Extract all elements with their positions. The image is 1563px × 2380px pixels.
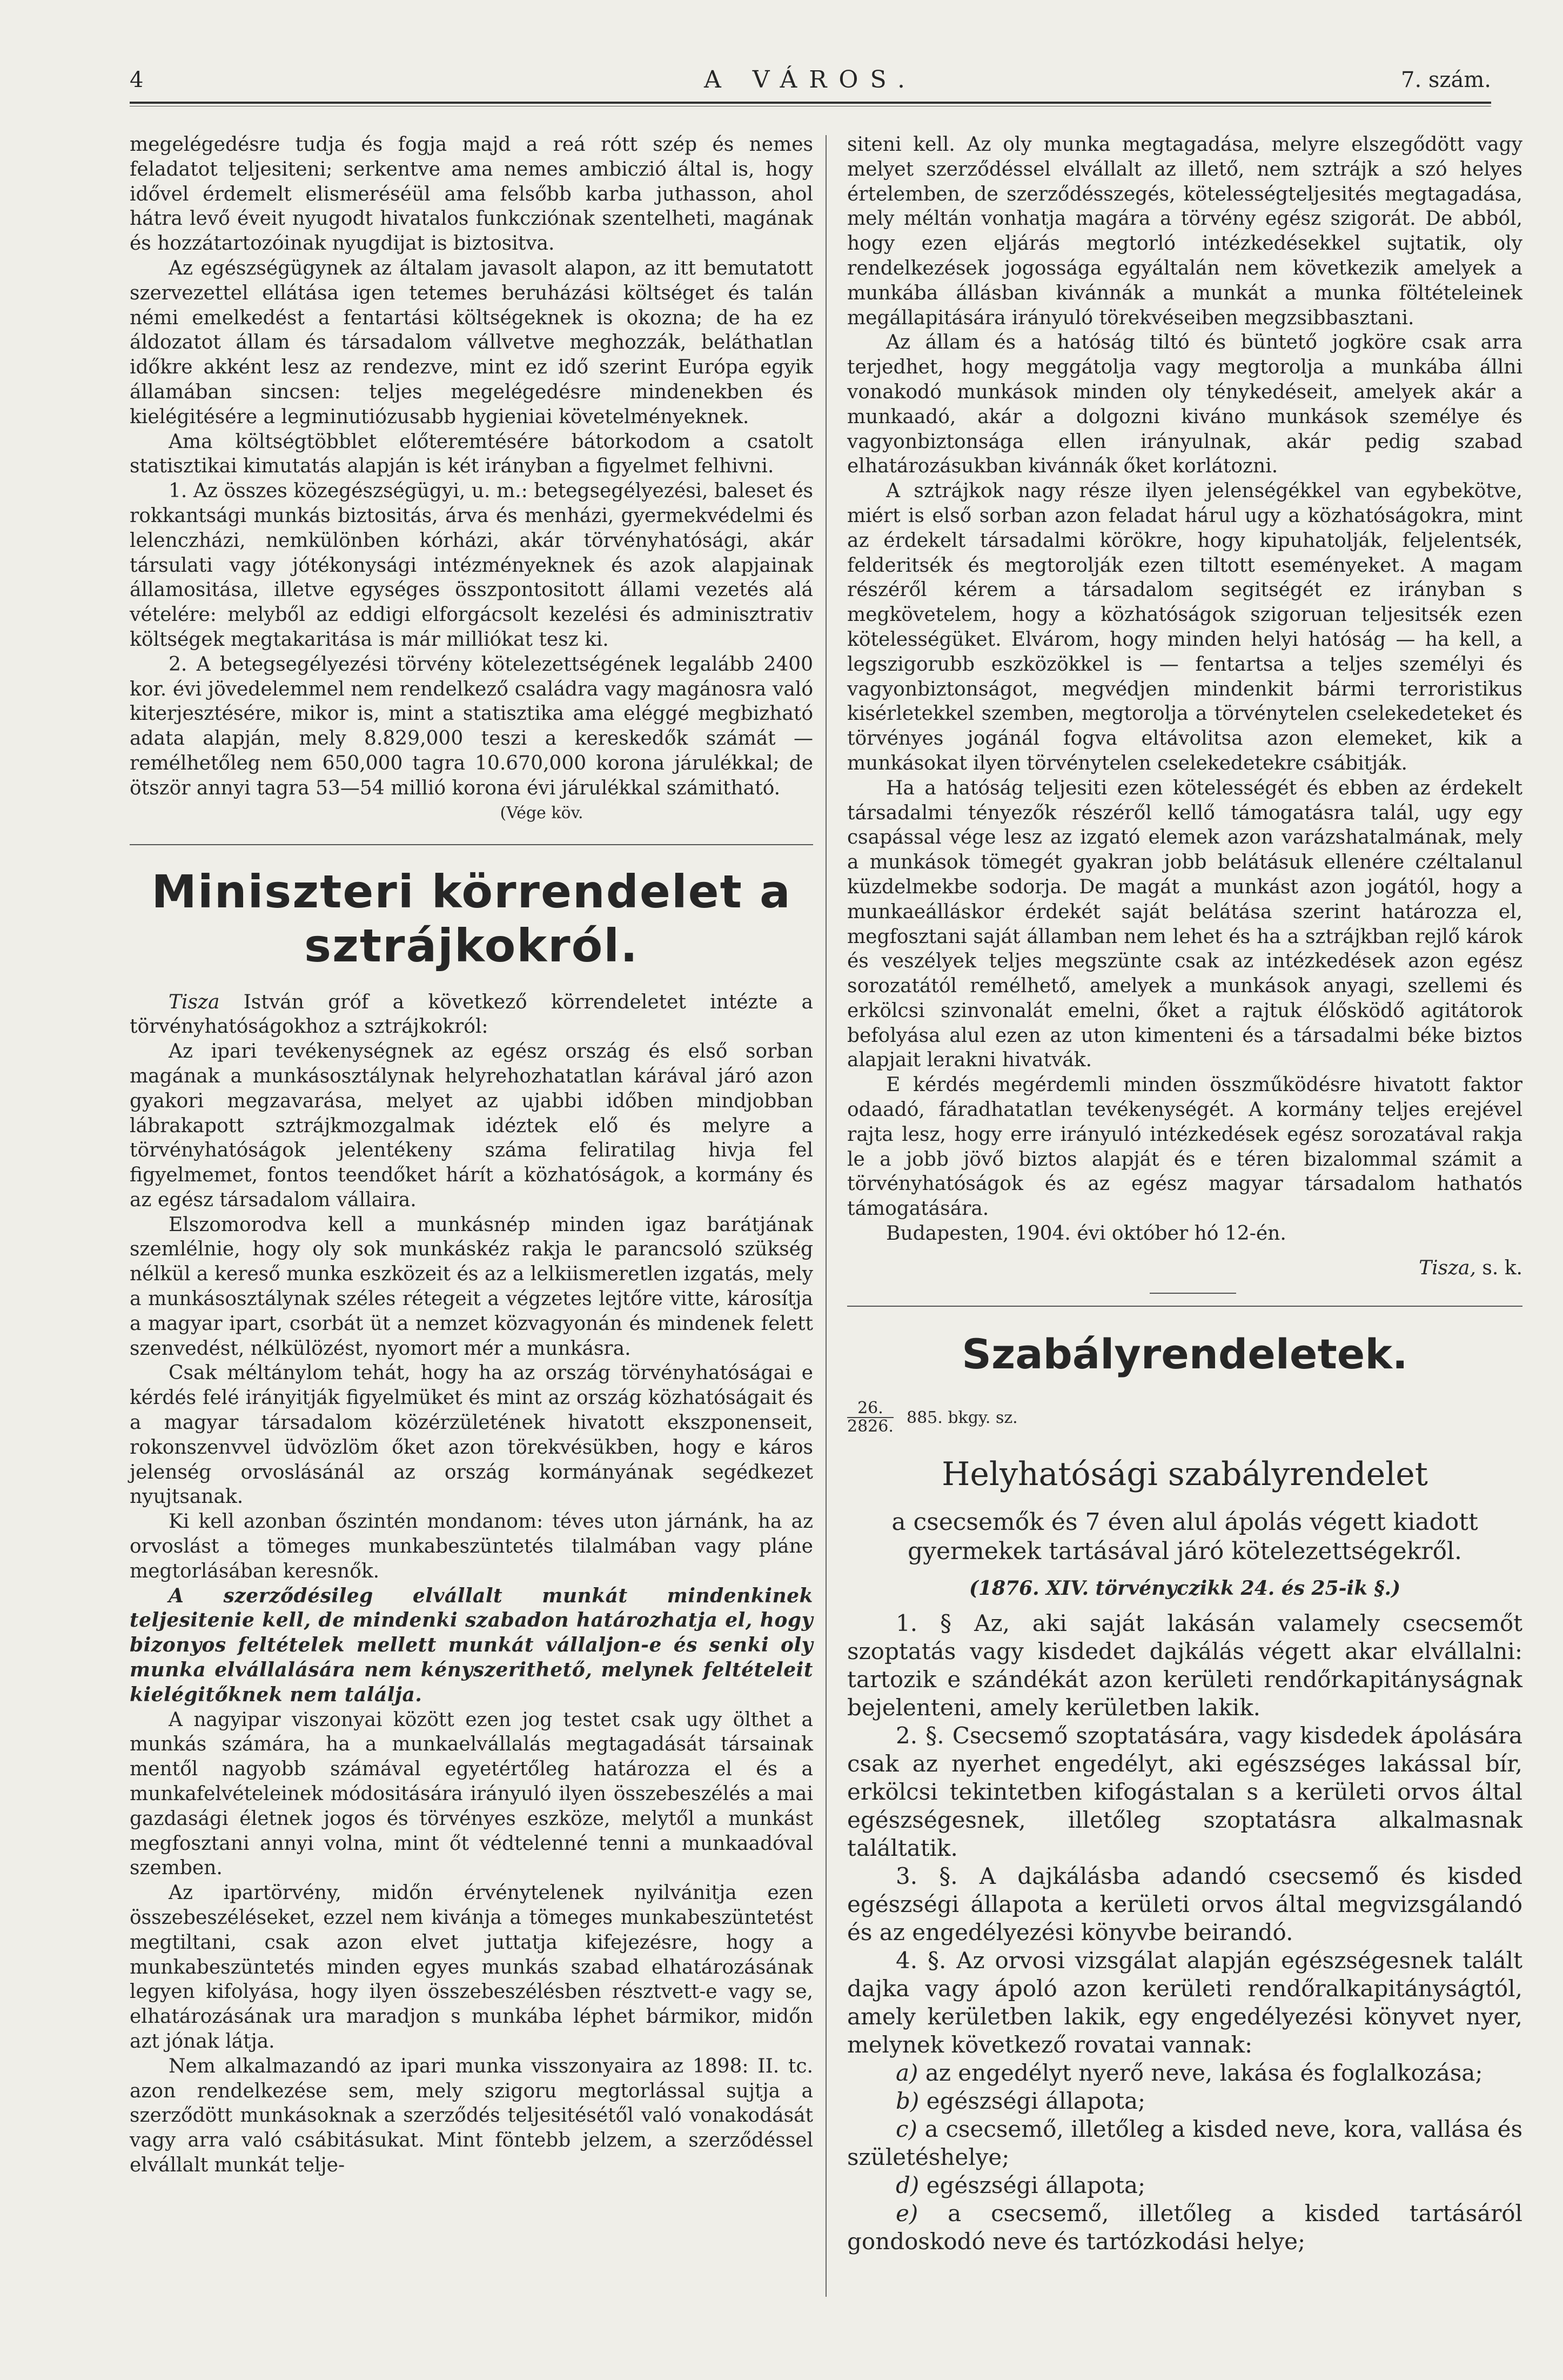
body-paragraph: Az ipartörvény, midőn érvénytelenek nyilvánitja ezen összebeszéléseket, ezzel nem kivánja a tömeges munkabeszüntetést megtiltani, csak azon elvet juttatja kifejezésre, hogy a munkabeszüntetés minden egyes munkás szabad elhatározásának legyen kifolyása, hogy ilyen összebeszélésben résztvett-e vagy se, elhatározásának ura maradjon s munkába léphet bármikor, midőn azt jónak látja.: [130, 1882, 813, 2053]
body-paragraph: Az ipari tevékenységnek az egész ország és első sorban magának a munkásosztálynak helyrehozhatatlan kárával járó azon gyakori megzavarása, melyet az ujabbi időben mindjobban lábrakapott sztrájkmozgalmak idéztek elő és melyre a törvényhatóságok jelentékeny száma feliratilag hivja fel figyelmemet, fontos teendőket hárít a közhatóságok, a kormány és az egész társadalom vállaira.: [130, 1040, 813, 1211]
regulation-paragraph: 3. §. A dajkálásba adandó csecsemő és kisded egészségi állapota a kerületi orvos által megvizsgálandó és az engedélyezési könyvbe beirandó.: [847, 1862, 1522, 1946]
short-rule: [1150, 1293, 1236, 1294]
regulation-item: [847, 2087, 1522, 2115]
regulation-number: [847, 1400, 1522, 1438]
body-paragraph: A sztrájkok nagy része ilyen jelenségékkel van egybekötve, miért is első sorban azon feladat hárul ugy a közhatóságokra, mint az érdekelt társadalmi körökre, hogy kipuhatolják, feljelentsék, felderitsék és megtorolják ezen tiltott eseményeket. A magam részéről kérem a társadalom segitségét ez irányban s megkövetelem, hogy a közhatóságok szigoruan teljesitsék ezen kötelességüket. Elvárom, hogy minden helyi hatóság — ha kell, a legszigorubb eszközökkel is — fentartsa a teljes személyi és vagyonbiztonságot, megvédjen mindenkit bármi terroristikus kisérletekkel szemben, megtorolja a törvénytelen cselekedeteket és törvényes jogánál fogva eltávolitsa azon elemeket, kik a munkásokat ilyen törvénytelen cselekedetekre csábitják.: [847, 480, 1522, 774]
body-paragraph: Ama költségtöbblet előteremtésére bátorkodom a csatolt statisztikai kimutatás alapján is két irányban a figyelmet felhivni.: [130, 430, 813, 478]
signature: [847, 1256, 1522, 1281]
regulation-item: [847, 2200, 1522, 2256]
page-number: 4: [130, 68, 144, 92]
body-paragraph: siteni kell. Az oly munka megtagadása, melyre elszegődött vagy melyet szerződéssel elvállalt az illető, nem sztrájk a szó helyes értelemben, de szerződésszegés, kötelességteljesités megtagadása, mely méltán vonhatja magára a törvény egész szigorát. De abból, hogy ezen eljárás megtorló intézkedésekkel sujtatik, oly rendelkezések jogossága egyáltalán nem következik amelyek a munkába állásban kivánnák a munkát a munka föltételeinek megállapitására irányuló törekvéseiben megzsibbasztani.: [847, 133, 1522, 329]
page-header: [130, 64, 1491, 102]
item-letter: a): [896, 2059, 918, 2086]
item-text: a csecsemő, illetőleg a kisded tartásáról gondoskodó neve és tartózkodási helye;: [847, 2200, 1522, 2255]
body-paragraph: 2. A betegsegélyezési törvény kötelezettségének legalább 2400 kor. évi jövedelemmel nem rendelkező családra vagy magánosra való kiterjesztésére, mikor is, mint a statisztika ama eléggé megbizható adata alapján, mely 8.829,000 teszi a kereskedők számát — remélhetőleg nem 650,000 tagra 10.670,000 korona járulékkal; de ötször annyi tagra 53—54 millió korona évi járulékkal számitható.: [130, 653, 813, 799]
regulation-subject: a csecsemők és 7 éven alul ápolás végett kiadott gyermekek tartásával járó kötelezettségekről.: [891, 1508, 1478, 1565]
body-paragraph: Nem alkalmazandó az ipari munka visszonyaira az 1898: II. tc. azon rendelkezése sem, mely szigoru megtorlással sujtja a szerződött munkásoknak a szerződés teljesitésétől való vonakodását vagy arra való csábitásukat. Mint föntebb jelzem, a szerződéssel elvállalt munkát telje-: [130, 2055, 813, 2176]
right-column: [847, 132, 1522, 2256]
emphasis-paragraph: A szerződésileg elvállalt munkát mindenkinek teljesitenie kell, de mindenki szabadon határozhatja el, hogy bizonyos feltételek mellett munkát vállaljon-e és senki oly munka elvállalására nem kényszerithető, melynek feltételeit kielégitőknek nem találja.: [130, 1584, 813, 1706]
article-title: Miniszteri körrendelet a sztrájkokról.: [151, 865, 791, 972]
body-paragraph: Ha a hatóság teljesiti ezen kötelességét és ebben az érdekelt társadalmi tényezők részéről kellő támogatásra talál, ugy egy csapással vége lesz az izgató elemek azon varázshatalmának, mely a munkások tömegét gyakran jobb belátásuk ellenére czéltalanul küzdelmekbe sodorja. De magát a munkást azon jogától, hogy a munkaeálláskor érdekét saját belátása szerint határozza el, megfosztani saját államban nem lehet és ha a sztrájkban rejlő károk és veszélyek teljes megszünte csak az intézkedések azon egész sorozatától remélhető, amelyek a munkások anyagi, szellemi és erkölcsi szinvonalát emelni, őket a rajtuk élősködő agitátorok befolyása alul ezen az uton kimenteni és a társadalmi béke biztos alapjait lerakni hivatvák.: [847, 777, 1522, 1072]
body-paragraph: Csak méltánylom tehát, hogy ha az ország törvényhatóságai e kérdés felé irányitják figyelmüket és mint az ország közhatóságait és a magyar társadalom közérzületének hivatott ekszponenseit, rokonszenvvel üdvözlöm őket azon törekvésükben, hogy e káros jelenség orvoslásánál az ország kormányának segédkezet nyujtsanak.: [130, 1362, 813, 1508]
regulation-title: Helyhatósági szabályrendelet: [942, 1455, 1428, 1493]
regulation-law-reference: (1876. XIV. törvényczikk 24. és 25-ik §.): [969, 1576, 1401, 1600]
body-paragraph: E kérdés megérdemli minden összműködésre hivatott faktor odaadó, fáradhatatlan tevékenységét. A kormány teljes erejével rajta lesz, hogy erre irányuló intézkedések egész sorozatával rakja le a jobb jövő biztos alapját és e téren bizalommal számit a törvényhatóságok és az egész magyar társadalom hathatós támogatására.: [847, 1074, 1522, 1220]
dateline: Budapesten, 1904. évi október hó 12-én.: [886, 1222, 1286, 1245]
item-text: egészségi állapota;: [919, 2087, 1146, 2114]
regulation-item: [847, 2171, 1522, 2200]
body-paragraph: megelégedésre tudja és fogja majd a reá rótt szép és nemes feladatot teljesiteni; serkentve ama nemes ambiczió által is, hogy idővel érdemelt elismeréséül ama felsőbb karba juthasson, ahol hátra levő éveit nyugodt hivatalos funkcziónak szentelheti, magának és hozzátartozóinak nyugdijat is biztositva.: [130, 133, 813, 255]
regulation-number-suffix: 885. bkgy. sz.: [907, 1408, 1018, 1427]
item-letter: e): [896, 2200, 918, 2227]
body-paragraph: Az egészségügynek az általam javasolt alapon, az itt bemutatott szervezettel ellátása igen tetemes beruházási költséget és talán némi emelkedést a fentartási költségeknek is okozna; de ha ez áldozatot állam és társadalom vállvetve meghozzák, beláthatlan időkre akként lesz az rendezve, mint ez idő szerint Európa egyik államában sincsen: teljes megelégedésre mindenekben és kielégitésére a legminutiózusabb hygieniai követelményeknek.: [130, 257, 813, 428]
column-divider: [826, 135, 827, 2297]
header-rule: [130, 102, 1491, 104]
fraction-denominator: 2826.: [847, 1416, 894, 1436]
intro-text: István gróf a következő körrendeletet intézte a törvényhatóságokhoz a sztrájkokról:: [130, 991, 813, 1038]
item-text: egészségi állapota;: [919, 2171, 1146, 2198]
regulation-item: [847, 2059, 1522, 2087]
regulation-paragraph: 1. § Az, aki saját lakásán valamely csecsemőt szoptatás vagy kisdedet dajkálás végett akar elvállalni: tartozik e szándékát azon kerületi rendőrkapitányságnak bejelenteni, amely kerületben lakik.: [847, 1609, 1522, 1721]
section-title: Szabályrendeletek.: [962, 1329, 1408, 1378]
left-column: [130, 132, 813, 2178]
body-paragraph: A nagyipar viszonyai között ezen jog testet csak ugy ölthet a munkás számára, ha a munkaelvállalás megtagadását társainak mentől nagyobb számával egyetértőleg határozza el és a munkafelvételeinek módositására irányuló ilyen összebeszélés a mai gazdasági életnek jogos és törvényes eszköze, melytől a munkást megfosztani annyi volna, mint őt védtelenné tenni a munkaadóval szemben.: [130, 1708, 813, 1880]
regulation-paragraph: 2. §. Csecsemő szoptatására, vagy kisdedek ápolására csak az nyerhet engedélyt, aki egészséges lakással bír, erkölcsi tekintetben kifogástalan s a kerületi orvos által egészségesnek, illetőleg szoptatásra alkalmasnak találtatik.: [847, 1722, 1522, 1861]
issue-number: 7. szám.: [1401, 68, 1491, 92]
fraction-numerator: 26.: [847, 1400, 894, 1418]
signature-name: Tisza,: [1419, 1256, 1476, 1279]
article-intro: [130, 990, 813, 1040]
item-text: a csecsemő, illetőleg a kisded neve, kora, vallása és születéshelye;: [847, 2115, 1522, 2170]
author-name: Tisza: [169, 991, 220, 1013]
regulation-fraction: [847, 1400, 894, 1435]
body-paragraph: Ki kell azonban őszintén mondanom: téves uton járnánk, ha az orvoslást a tömeges munkabeszüntetés tilalmában vagy pláne megtorlásában keresnők.: [130, 1510, 813, 1582]
item-letter: b): [896, 2087, 920, 2114]
regulation-paragraph: 4. §. Az orvosi vizsgálat alapján egészségesnek talált dajka vagy ápoló azon kerületi rendőralkapitányságtól, amely kerületben lakik, egy engedélyezési könyvet nyer, melynek következő rovatai vannak:: [847, 1947, 1522, 2058]
signature-suffix: s. k.: [1475, 1256, 1522, 1279]
publication-title: A VÁROS.: [703, 66, 917, 93]
body-paragraph: Az állam és a hatóság tiltó és büntető jogköre csak arra terjedhet, hogy meggátolja vagy megtorolja a munkába állni vonakodó munkások minden oly ténykedéseit, amelyek akár a munkaadó, akár a dolgozni kiváno munkások személye és vagyonbiztonsága ellen irányulnak, akár pedig szabad elhatározásukban kivánnák őket korlátozni.: [847, 331, 1522, 478]
section-rule: [130, 844, 813, 845]
regulation-item: [847, 2115, 1522, 2171]
continued-note: (Vége köv.: [500, 803, 583, 823]
body-paragraph: 1. Az összes közegészségügyi, u. m.: betegsegélyezési, baleset és rokkantsági munkás biztositás, árva és menházi, gyermekvédelmi és lelenczházi, nemkülönben kórházi, akár törvényhatósági, akár társulati vagy jótékonysági intézményeknek és azok alapjainak államositása, illetve egységes összpontositott állami vezetés alá vételére: melyből az eddigi elforgácsolt kezelési és adminisztrativ költségek megtakaritása is már milliókat tesz ki.: [130, 480, 813, 651]
item-text: az engedélyt nyerő neve, lakása és foglalkozása;: [918, 2059, 1483, 2086]
regulation-body: [847, 1609, 1522, 2256]
body-paragraph: Elszomorodva kell a munkásnép minden igaz barátjának szemlélnie, hogy oly sok munkáskéz rakja le parancsoló szükség nélkül a kereső munka eszközeit és az a lelkiismeretlen izgatás, mely a munkásosztálynak széles rétegeit a végzetes lejtőre vitte, károsítja a magyar ipart, csorbát üt a nemzet közvagyonán és mindenek felett szenvedést, nélkülözést, nyomort mér a munkásra.: [130, 1213, 813, 1360]
item-letter: d): [896, 2171, 920, 2198]
section-rule: [847, 1306, 1522, 1307]
item-letter: c): [896, 2115, 917, 2142]
